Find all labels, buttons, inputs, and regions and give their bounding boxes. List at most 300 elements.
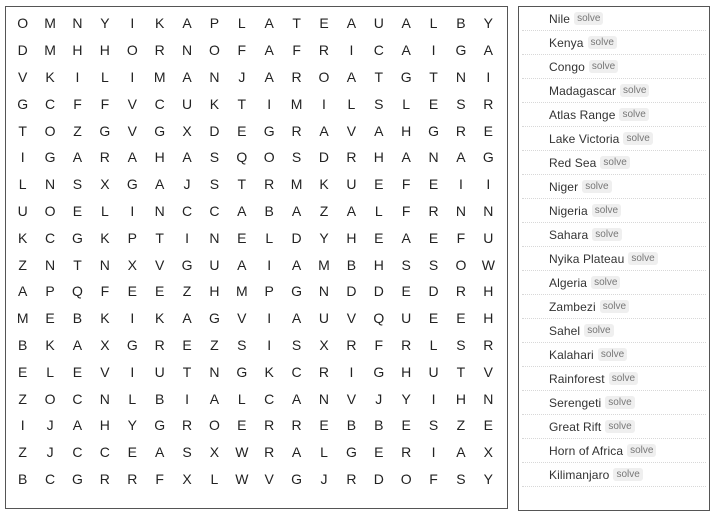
grid-cell[interactable]: G bbox=[126, 176, 138, 193]
grid-cell[interactable]: F bbox=[100, 283, 110, 300]
grid-cell[interactable]: R bbox=[346, 336, 357, 353]
grid-cell[interactable]: F bbox=[237, 42, 247, 59]
grid-cell[interactable]: I bbox=[267, 336, 272, 353]
grid-cell[interactable]: V bbox=[154, 256, 165, 273]
grid-cell[interactable]: R bbox=[264, 444, 275, 461]
grid-cell[interactable]: G bbox=[126, 336, 138, 353]
grid-cell[interactable]: T bbox=[155, 229, 164, 246]
grid-cell[interactable]: A bbox=[182, 149, 192, 166]
grid-cell[interactable]: U bbox=[209, 256, 220, 273]
grid-cell[interactable]: K bbox=[45, 68, 55, 85]
grid-cell[interactable]: D bbox=[209, 122, 220, 139]
grid-cell[interactable]: H bbox=[209, 283, 220, 300]
grid-cell[interactable]: R bbox=[127, 470, 138, 487]
solve-button[interactable]: solve bbox=[588, 36, 617, 49]
grid-cell[interactable]: J bbox=[238, 68, 246, 85]
grid-cell[interactable]: B bbox=[72, 310, 83, 327]
grid-cell[interactable]: E bbox=[428, 95, 439, 112]
grid-cell[interactable]: R bbox=[99, 149, 110, 166]
grid-cell[interactable]: F bbox=[401, 202, 411, 219]
grid-cell[interactable]: A bbox=[182, 310, 192, 327]
grid-cell[interactable]: C bbox=[72, 444, 83, 461]
grid-cell[interactable]: A bbox=[483, 42, 493, 59]
solve-button[interactable]: solve bbox=[620, 84, 649, 97]
grid-cell[interactable]: A bbox=[319, 122, 329, 139]
grid-cell[interactable]: Y bbox=[319, 229, 329, 246]
grid-cell[interactable]: A bbox=[401, 229, 411, 246]
grid-cell[interactable]: V bbox=[346, 310, 357, 327]
grid-cell[interactable]: I bbox=[130, 363, 135, 380]
grid-cell[interactable]: M bbox=[290, 95, 303, 112]
grid-cell[interactable]: I bbox=[130, 202, 135, 219]
grid-cell[interactable]: B bbox=[346, 256, 357, 273]
solve-button[interactable]: solve bbox=[628, 252, 657, 265]
grid-cell[interactable]: O bbox=[44, 122, 56, 139]
grid-cell[interactable]: A bbox=[237, 256, 247, 273]
grid-cell[interactable]: U bbox=[346, 176, 357, 193]
grid-cell[interactable]: N bbox=[483, 202, 494, 219]
grid-cell[interactable]: M bbox=[153, 68, 166, 85]
grid-cell[interactable]: D bbox=[17, 42, 28, 59]
grid-cell[interactable]: H bbox=[154, 149, 165, 166]
grid-cell[interactable]: R bbox=[264, 417, 275, 434]
grid-cell[interactable]: G bbox=[72, 229, 83, 246]
grid-cell[interactable]: L bbox=[320, 444, 328, 461]
grid-cell[interactable]: N bbox=[483, 390, 494, 407]
grid-cell[interactable]: D bbox=[428, 283, 439, 300]
grid-cell[interactable]: A bbox=[456, 149, 466, 166]
grid-cell[interactable]: V bbox=[346, 122, 357, 139]
grid-cell[interactable]: R bbox=[428, 202, 439, 219]
grid-cell[interactable]: R bbox=[455, 283, 466, 300]
grid-cell[interactable]: E bbox=[127, 283, 137, 300]
grid-cell[interactable]: Z bbox=[18, 390, 27, 407]
grid-cell[interactable]: B bbox=[264, 202, 274, 219]
grid-cell[interactable]: I bbox=[130, 68, 135, 85]
grid-cell[interactable]: B bbox=[346, 417, 357, 434]
grid-cell[interactable]: G bbox=[181, 256, 193, 273]
grid-cell[interactable]: B bbox=[18, 470, 28, 487]
grid-cell[interactable]: O bbox=[44, 390, 56, 407]
grid-cell[interactable]: S bbox=[428, 417, 439, 434]
grid-cell[interactable]: E bbox=[374, 176, 384, 193]
grid-cell[interactable]: E bbox=[72, 363, 83, 380]
grid-cell[interactable]: I bbox=[267, 95, 272, 112]
grid-cell[interactable]: O bbox=[126, 42, 138, 59]
grid-cell[interactable]: P bbox=[45, 283, 55, 300]
grid-cell[interactable]: I bbox=[349, 42, 354, 59]
grid-cell[interactable]: H bbox=[99, 417, 110, 434]
grid-cell[interactable]: P bbox=[127, 229, 137, 246]
grid-cell[interactable]: F bbox=[73, 95, 82, 112]
grid-cell[interactable]: X bbox=[127, 256, 137, 273]
grid-cell[interactable]: N bbox=[154, 202, 165, 219]
grid-cell[interactable]: C bbox=[99, 444, 110, 461]
grid-cell[interactable]: R bbox=[291, 417, 302, 434]
grid-cell[interactable]: R bbox=[99, 470, 110, 487]
grid-cell[interactable]: P bbox=[264, 283, 274, 300]
grid-cell[interactable]: G bbox=[154, 122, 166, 139]
grid-cell[interactable]: S bbox=[428, 256, 439, 273]
grid-cell[interactable]: U bbox=[154, 363, 165, 380]
grid-cell[interactable]: U bbox=[373, 15, 384, 32]
grid-cell[interactable]: X bbox=[100, 176, 110, 193]
grid-cell[interactable]: I bbox=[130, 15, 135, 32]
grid-cell[interactable]: A bbox=[182, 15, 192, 32]
solve-button[interactable]: solve bbox=[598, 348, 627, 361]
grid-cell[interactable]: B bbox=[18, 336, 28, 353]
grid-cell[interactable]: O bbox=[208, 42, 220, 59]
grid-cell[interactable]: D bbox=[373, 470, 384, 487]
grid-cell[interactable]: K bbox=[100, 229, 110, 246]
grid-cell[interactable]: H bbox=[483, 310, 494, 327]
grid-cell[interactable]: A bbox=[72, 149, 83, 166]
grid-cell[interactable]: J bbox=[375, 390, 383, 407]
grid-cell[interactable]: E bbox=[237, 417, 247, 434]
grid-cell[interactable]: T bbox=[237, 95, 247, 112]
grid-cell[interactable]: L bbox=[46, 363, 54, 380]
grid-cell[interactable]: L bbox=[237, 15, 246, 32]
grid-cell[interactable]: K bbox=[154, 310, 165, 327]
grid-cell[interactable]: A bbox=[401, 15, 411, 32]
grid-cell[interactable]: G bbox=[44, 149, 56, 166]
grid-cell[interactable]: Z bbox=[210, 336, 219, 353]
grid-cell[interactable]: N bbox=[209, 68, 220, 85]
grid-cell[interactable]: I bbox=[349, 363, 354, 380]
grid-cell[interactable]: M bbox=[235, 283, 248, 300]
grid-cell[interactable]: Z bbox=[18, 444, 27, 461]
grid-cell[interactable]: W bbox=[235, 470, 249, 487]
grid-cell[interactable]: Q bbox=[236, 149, 248, 166]
grid-cell[interactable]: R bbox=[291, 122, 302, 139]
grid-cell[interactable]: T bbox=[18, 122, 27, 139]
solve-button[interactable]: solve bbox=[589, 60, 618, 73]
grid-cell[interactable]: I bbox=[431, 444, 436, 461]
grid-cell[interactable]: Z bbox=[319, 202, 329, 219]
solve-button[interactable]: solve bbox=[605, 420, 634, 433]
grid-cell[interactable]: S bbox=[209, 176, 220, 193]
grid-cell[interactable]: F bbox=[100, 95, 110, 112]
grid-cell[interactable]: E bbox=[456, 310, 466, 327]
grid-cell[interactable]: B bbox=[374, 417, 384, 434]
grid-cell[interactable]: L bbox=[100, 202, 109, 219]
grid-cell[interactable]: E bbox=[237, 122, 247, 139]
grid-cell[interactable]: Z bbox=[18, 256, 27, 273]
grid-cell[interactable]: L bbox=[402, 95, 411, 112]
grid-cell[interactable]: U bbox=[181, 95, 193, 112]
grid-cell[interactable]: I bbox=[20, 149, 25, 166]
grid-cell[interactable]: R bbox=[401, 336, 412, 353]
grid-cell[interactable]: C bbox=[154, 95, 165, 112]
solve-button[interactable]: solve bbox=[592, 228, 621, 241]
grid-cell[interactable]: Y bbox=[483, 15, 493, 32]
grid-cell[interactable]: H bbox=[373, 256, 384, 273]
grid-cell[interactable]: G bbox=[291, 283, 303, 300]
grid-cell[interactable]: Y bbox=[483, 470, 493, 487]
grid-cell[interactable]: R bbox=[154, 336, 165, 353]
grid-cell[interactable]: H bbox=[455, 390, 466, 407]
grid-cell[interactable]: M bbox=[290, 176, 303, 193]
grid-cell[interactable]: I bbox=[267, 256, 272, 273]
grid-cell[interactable]: L bbox=[347, 95, 356, 112]
grid-cell[interactable]: S bbox=[401, 256, 411, 273]
grid-cell[interactable]: S bbox=[72, 176, 83, 193]
grid-cell[interactable]: G bbox=[455, 42, 467, 59]
grid-cell[interactable]: S bbox=[374, 95, 384, 112]
solve-button[interactable]: solve bbox=[627, 444, 656, 457]
grid-cell[interactable]: K bbox=[154, 15, 165, 32]
grid-cell[interactable]: N bbox=[72, 15, 83, 32]
grid-cell[interactable]: A bbox=[291, 256, 302, 273]
grid-cell[interactable]: W bbox=[235, 444, 249, 461]
grid-cell[interactable]: L bbox=[18, 176, 27, 193]
solve-button[interactable]: solve bbox=[619, 108, 648, 121]
grid-cell[interactable]: R bbox=[346, 470, 357, 487]
grid-cell[interactable]: U bbox=[17, 202, 28, 219]
grid-cell[interactable]: G bbox=[428, 122, 439, 139]
grid-cell[interactable]: A bbox=[291, 310, 302, 327]
grid-cell[interactable]: L bbox=[100, 68, 109, 85]
grid-cell[interactable]: I bbox=[322, 95, 326, 112]
grid-cell[interactable]: R bbox=[401, 444, 412, 461]
grid-cell[interactable]: N bbox=[455, 68, 466, 85]
grid-cell[interactable]: N bbox=[45, 256, 56, 273]
grid-cell[interactable]: G bbox=[291, 470, 303, 487]
grid-cell[interactable]: S bbox=[456, 336, 466, 353]
grid-cell[interactable]: T bbox=[237, 176, 247, 193]
grid-cell[interactable]: A bbox=[182, 68, 192, 85]
grid-cell[interactable]: U bbox=[318, 310, 330, 327]
grid-cell[interactable]: C bbox=[291, 363, 302, 380]
grid-cell[interactable]: R bbox=[318, 363, 330, 380]
grid-cell[interactable]: I bbox=[431, 390, 436, 407]
grid-cell[interactable]: T bbox=[374, 68, 384, 85]
grid-cell[interactable]: A bbox=[237, 202, 247, 219]
grid-cell[interactable]: F bbox=[456, 229, 466, 246]
grid-cell[interactable]: E bbox=[401, 417, 411, 434]
grid-cell[interactable]: C bbox=[264, 390, 275, 407]
grid-cell[interactable]: I bbox=[185, 390, 189, 407]
solve-button[interactable]: solve bbox=[600, 156, 629, 169]
grid-cell[interactable]: G bbox=[482, 149, 494, 166]
grid-cell[interactable]: T bbox=[182, 363, 192, 380]
grid-cell[interactable]: O bbox=[400, 470, 412, 487]
solve-button[interactable]: solve bbox=[574, 12, 603, 25]
grid-cell[interactable]: K bbox=[18, 229, 28, 246]
grid-cell[interactable]: S bbox=[291, 336, 302, 353]
grid-cell[interactable]: U bbox=[483, 229, 494, 246]
grid-cell[interactable]: M bbox=[44, 15, 56, 32]
grid-cell[interactable]: H bbox=[72, 42, 83, 59]
grid-cell[interactable]: U bbox=[428, 363, 439, 380]
grid-cell[interactable]: H bbox=[483, 283, 494, 300]
grid-cell[interactable]: G bbox=[236, 363, 248, 380]
grid-cell[interactable]: R bbox=[483, 95, 494, 112]
grid-cell[interactable]: O bbox=[208, 417, 220, 434]
grid-cell[interactable]: H bbox=[373, 149, 384, 166]
grid-cell[interactable]: F bbox=[292, 42, 301, 59]
grid-cell[interactable]: X bbox=[209, 444, 220, 461]
grid-cell[interactable]: A bbox=[154, 444, 165, 461]
grid-cell[interactable]: J bbox=[320, 470, 328, 487]
grid-cell[interactable]: O bbox=[318, 68, 330, 85]
grid-cell[interactable]: O bbox=[263, 149, 275, 166]
grid-cell[interactable]: O bbox=[44, 202, 56, 219]
grid-cell[interactable]: D bbox=[346, 283, 357, 300]
solve-button[interactable]: solve bbox=[584, 324, 613, 337]
grid-cell[interactable]: A bbox=[209, 390, 220, 407]
grid-cell[interactable]: V bbox=[127, 95, 137, 112]
grid-cell[interactable]: V bbox=[18, 68, 28, 85]
grid-cell[interactable]: O bbox=[17, 15, 29, 32]
grid-cell[interactable]: J bbox=[183, 176, 191, 193]
grid-cell[interactable]: E bbox=[374, 229, 384, 246]
grid-cell[interactable]: M bbox=[318, 256, 330, 273]
grid-cell[interactable]: G bbox=[154, 417, 166, 434]
grid-cell[interactable]: R bbox=[346, 149, 357, 166]
grid-cell[interactable]: A bbox=[291, 444, 302, 461]
grid-cell[interactable]: T bbox=[429, 68, 438, 85]
grid-cell[interactable]: I bbox=[130, 310, 135, 327]
grid-cell[interactable]: E bbox=[483, 122, 493, 139]
grid-cell[interactable]: V bbox=[100, 363, 110, 380]
grid-cell[interactable]: K bbox=[319, 176, 329, 193]
grid-cell[interactable]: F bbox=[401, 176, 411, 193]
grid-cell[interactable]: B bbox=[154, 390, 165, 407]
grid-cell[interactable]: X bbox=[319, 336, 329, 353]
solve-button[interactable]: solve bbox=[613, 468, 642, 481]
grid-cell[interactable]: N bbox=[318, 283, 330, 300]
grid-cell[interactable]: A bbox=[264, 42, 274, 59]
grid-cell[interactable]: N bbox=[181, 42, 193, 59]
grid-cell[interactable]: Z bbox=[456, 417, 466, 434]
grid-cell[interactable]: C bbox=[45, 95, 56, 112]
grid-cell[interactable]: N bbox=[209, 363, 220, 380]
grid-cell[interactable]: L bbox=[429, 336, 438, 353]
grid-cell[interactable]: N bbox=[209, 229, 220, 246]
grid-cell[interactable]: V bbox=[264, 470, 274, 487]
grid-cell[interactable]: J bbox=[46, 417, 54, 434]
grid-cell[interactable]: E bbox=[428, 310, 439, 327]
grid-cell[interactable]: C bbox=[181, 202, 193, 219]
grid-cell[interactable]: E bbox=[483, 417, 493, 434]
grid-cell[interactable]: S bbox=[237, 336, 247, 353]
grid-cell[interactable]: E bbox=[237, 229, 247, 246]
grid-cell[interactable]: H bbox=[401, 122, 412, 139]
grid-cell[interactable]: C bbox=[209, 202, 220, 219]
grid-cell[interactable]: M bbox=[44, 42, 56, 59]
grid-cell[interactable]: H bbox=[99, 42, 110, 59]
grid-cell[interactable]: I bbox=[20, 417, 25, 434]
solve-button[interactable]: solve bbox=[582, 180, 611, 193]
grid-cell[interactable]: I bbox=[431, 42, 436, 59]
grid-cell[interactable]: K bbox=[264, 363, 274, 380]
grid-cell[interactable]: A bbox=[291, 202, 302, 219]
grid-cell[interactable]: V bbox=[237, 310, 247, 327]
grid-cell[interactable]: R bbox=[181, 417, 193, 434]
grid-cell[interactable]: Y bbox=[401, 390, 411, 407]
grid-cell[interactable]: E bbox=[18, 363, 28, 380]
grid-cell[interactable]: A bbox=[72, 336, 83, 353]
solve-button[interactable]: solve bbox=[605, 396, 634, 409]
solve-button[interactable]: solve bbox=[623, 132, 652, 145]
grid-cell[interactable]: X bbox=[182, 470, 192, 487]
grid-cell[interactable]: A bbox=[18, 283, 28, 300]
grid-cell[interactable]: S bbox=[182, 444, 192, 461]
grid-cell[interactable]: C bbox=[45, 470, 56, 487]
grid-cell[interactable]: F bbox=[429, 470, 438, 487]
grid-cell[interactable]: E bbox=[45, 310, 55, 327]
grid-cell[interactable]: R bbox=[291, 68, 302, 85]
grid-cell[interactable]: Q bbox=[373, 310, 385, 327]
grid-cell[interactable]: Q bbox=[72, 283, 83, 300]
grid-cell[interactable]: T bbox=[456, 363, 466, 380]
grid-cell[interactable]: P bbox=[209, 15, 220, 32]
grid-cell[interactable]: A bbox=[346, 68, 357, 85]
solve-button[interactable]: solve bbox=[600, 300, 629, 313]
grid-cell[interactable]: A bbox=[401, 42, 411, 59]
grid-cell[interactable]: E bbox=[127, 444, 137, 461]
grid-cell[interactable]: Z bbox=[182, 283, 192, 300]
grid-cell[interactable]: T bbox=[292, 15, 301, 32]
grid-cell[interactable]: M bbox=[16, 310, 29, 327]
grid-cell[interactable]: E bbox=[428, 229, 439, 246]
grid-cell[interactable]: R bbox=[455, 122, 466, 139]
grid-cell[interactable]: E bbox=[374, 444, 384, 461]
grid-cell[interactable]: E bbox=[428, 176, 439, 193]
grid-cell[interactable]: L bbox=[210, 470, 219, 487]
grid-cell[interactable]: F bbox=[155, 470, 164, 487]
grid-cell[interactable]: R bbox=[318, 42, 330, 59]
grid-cell[interactable]: D bbox=[373, 283, 384, 300]
grid-cell[interactable]: A bbox=[401, 149, 411, 166]
grid-cell[interactable]: S bbox=[456, 95, 466, 112]
grid-cell[interactable]: G bbox=[17, 95, 29, 112]
grid-cell[interactable]: A bbox=[374, 122, 384, 139]
grid-cell[interactable]: C bbox=[373, 42, 384, 59]
grid-cell[interactable]: R bbox=[483, 336, 494, 353]
grid-cell[interactable]: U bbox=[401, 310, 412, 327]
grid-cell[interactable]: J bbox=[46, 444, 54, 461]
grid-cell[interactable]: W bbox=[481, 256, 495, 273]
grid-cell[interactable]: E bbox=[319, 417, 329, 434]
grid-cell[interactable]: I bbox=[267, 310, 272, 327]
grid-cell[interactable]: L bbox=[429, 15, 438, 32]
grid-cell[interactable]: E bbox=[154, 283, 165, 300]
grid-cell[interactable]: A bbox=[72, 417, 83, 434]
grid-cell[interactable]: O bbox=[455, 256, 467, 273]
grid-cell[interactable]: D bbox=[318, 149, 330, 166]
grid-cell[interactable]: E bbox=[401, 283, 411, 300]
solve-button[interactable]: solve bbox=[609, 372, 638, 385]
grid-cell[interactable]: X bbox=[483, 444, 493, 461]
grid-cell[interactable]: V bbox=[127, 122, 137, 139]
grid-cell[interactable]: X bbox=[100, 336, 110, 353]
grid-cell[interactable]: G bbox=[99, 122, 111, 139]
grid-cell[interactable]: V bbox=[346, 390, 357, 407]
grid-cell[interactable]: D bbox=[291, 229, 302, 246]
grid-cell[interactable]: Z bbox=[73, 122, 82, 139]
grid-cell[interactable]: A bbox=[264, 15, 274, 32]
grid-cell[interactable]: A bbox=[291, 390, 302, 407]
grid-cell[interactable]: N bbox=[99, 390, 110, 407]
grid-cell[interactable]: A bbox=[346, 15, 357, 32]
grid-cell[interactable]: Y bbox=[100, 15, 110, 32]
grid-cell[interactable]: E bbox=[319, 15, 329, 32]
grid-cell[interactable]: N bbox=[455, 202, 466, 219]
grid-cell[interactable]: A bbox=[456, 444, 466, 461]
grid-cell[interactable]: I bbox=[75, 68, 80, 85]
